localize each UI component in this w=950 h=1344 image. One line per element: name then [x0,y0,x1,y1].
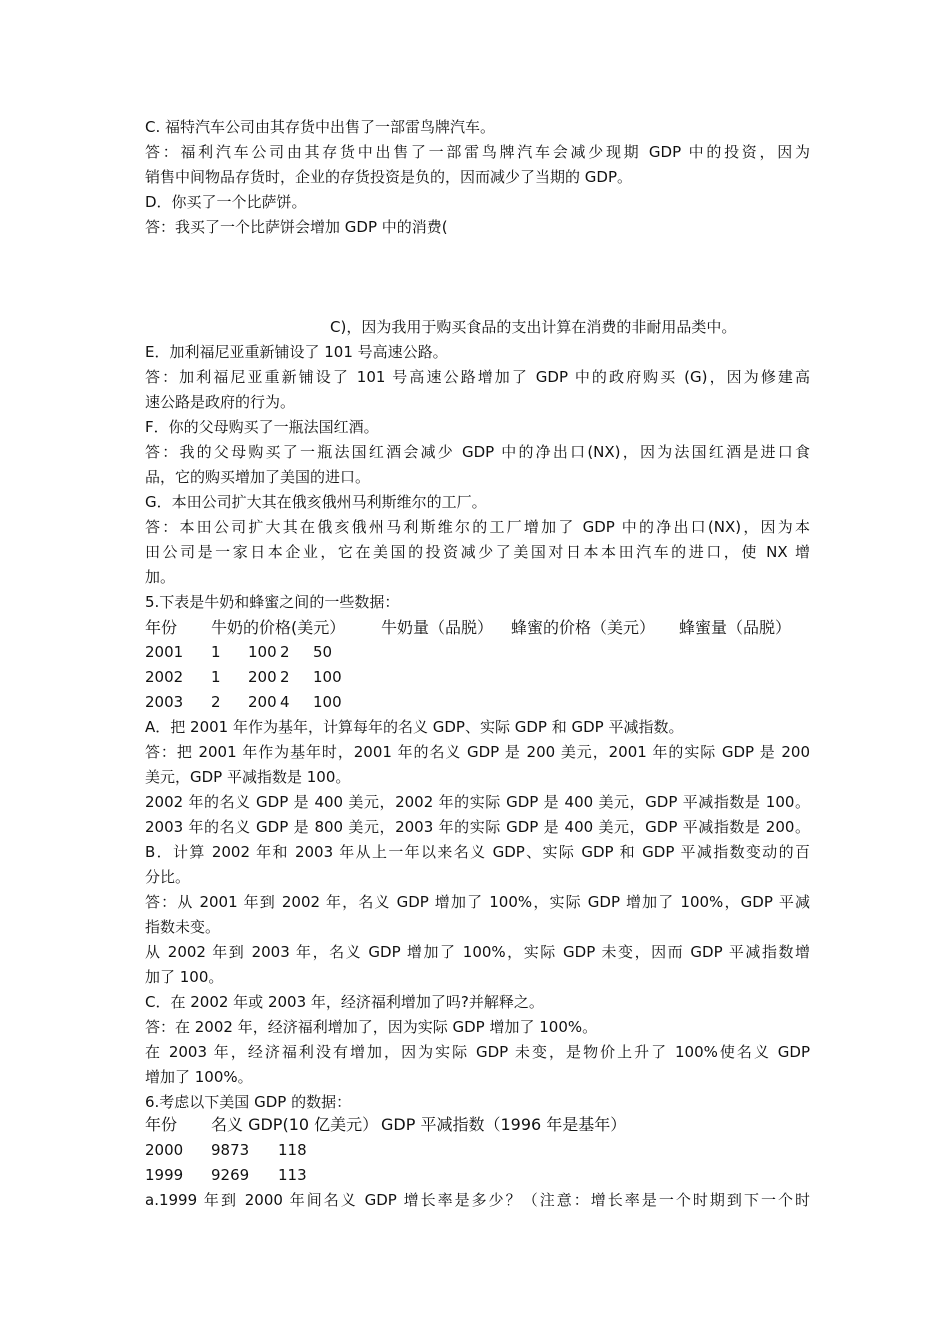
table-cell: 2 [280,668,290,686]
question-6-heading: 6.考虑以下美国 GDP 的数据： [145,1093,352,1111]
answer-5b-line-4: 加了 100。 [145,968,224,986]
answer-5c-line-2: 在 2003 年，经济福利没有增加，因为实际 GDP 未变，是物价上升了 100%使名义 GDP [145,1043,810,1061]
question-5b-line-2: 分比。 [145,868,191,886]
table-cell: 100 [313,693,342,711]
table-cell: 1 [211,668,221,686]
answer-5a-line-3: 2002 年的名义 GDP 是 400 美元，2002 年的实际 GDP 是 400 美元，GDP 平减指数是 100。 [145,793,810,811]
table-cell: 100 [248,643,277,661]
table-cell: 2003 [145,693,184,711]
table-row [145,667,810,687]
milk-honey-table-header [145,617,810,639]
question-d-line: D．你买了一个比萨饼。 [145,193,307,211]
table-cell: 118 [278,1141,307,1159]
table-cell: 200 [248,693,277,711]
question-5c-line: C．在 2002 年或 2003 年，经济福利增加了吗?并解释之。 [145,993,544,1011]
table-cell: 4 [280,693,290,711]
table-cell: 2 [211,693,221,711]
table-row [145,692,810,712]
table-header-cell: 年份 [145,618,178,637]
table-header-cell: 蜂蜜量（品脱） [679,618,792,637]
answer-5a-line-1: 答：把 2001 年作为基年时，2001 年的名义 GDP 是 200 美元，2001 年的实际 GDP 是 200 [145,743,810,761]
table-cell: 113 [278,1166,307,1184]
answer-c-line-2: 销售中间物品存货时，企业的存货投资是负的，因而减少了当期的 GDP。 [145,168,632,186]
answer-f-line-1: 答：我的父母购买了一瓶法国红酒会减少 GDP 中的净出口(NX)，因为法国红酒是进口食 [145,443,810,461]
table-row [145,642,810,662]
table-header-cell: 牛奶的价格(美元） [211,618,346,637]
question-6a-line: a.1999 年到 2000 年间名义 GDP 增长率是多少？（注意：增长率是一个时期到下一个时 [145,1191,810,1209]
question-5b-line-1: B．计算 2002 年和 2003 年从上一年以来名义 GDP、实际 GDP 和 GDP 平减指数变动的百 [145,843,810,861]
table-header-cell: 名义 GDP(10 亿美元） [211,1115,379,1134]
question-c-line: C. 福特汽车公司由其存货中出售了一部雷鸟牌汽车。 [145,118,496,136]
table-cell: 9873 [211,1141,250,1159]
answer-d-line-1: 答：我买了一个比萨饼会增加 GDP 中的消费( [145,218,448,236]
question-f-line: F．你的父母购买了一瓶法国红酒。 [145,418,379,436]
question-5-heading: 5.下表是牛奶和蜂蜜之间的一些数据： [145,593,400,611]
answer-5a-line-2: 美元，GDP 平减指数是 100。 [145,768,351,786]
table-row [145,1165,810,1185]
table-row [145,1140,810,1160]
table-cell: 1999 [145,1166,184,1184]
question-e-line: E．加利福尼亚重新铺设了 101 号高速公路。 [145,343,448,361]
answer-c-line-1: 答：福利汽车公司由其存货中出售了一部雷鸟牌汽车会减少现期 GDP 中的投资，因为 [145,143,810,161]
table-cell: 9269 [211,1166,250,1184]
answer-g-line-2: 田公司是一家日本企业，它在美国的投资减少了美国对日本本田汽车的进口，使 NX 增 [145,543,810,561]
answer-5a-line-4: 2003 年的名义 GDP 是 800 美元，2003 年的实际 GDP 是 400 美元，GDP 平减指数是 200。 [145,818,810,836]
answer-5b-line-2: 指数未变。 [145,918,221,936]
table-cell: 2 [280,643,290,661]
answer-5c-line-3: 增加了 100%。 [145,1068,253,1086]
table-header-cell: 年份 [145,1115,178,1134]
table-header-cell: GDP 平减指数（1996 年是基年） [381,1115,627,1134]
table-cell: 2001 [145,643,184,661]
table-cell: 2000 [145,1141,184,1159]
table-cell: 2002 [145,668,184,686]
table-header-cell: 牛奶量（品脱） [381,618,494,637]
table-header-cell: 蜂蜜的价格（美元） [511,618,656,637]
question-5a-line: A．把 2001 年作为基年，计算每年的名义 GDP、实际 GDP 和 GDP 平减指数。 [145,718,684,736]
answer-e-line-1: 答：加利福尼亚重新铺设了 101 号高速公路增加了 GDP 中的政府购买 (G)，因为修建高 [145,368,810,386]
question-g-line: G．本田公司扩大其在俄亥俄州马利斯维尔的工厂。 [145,493,487,511]
table-cell: 50 [313,643,333,661]
answer-g-line-3: 加。 [145,568,176,586]
answer-5c-line-1: 答：在 2002 年，经济福利增加了，因为实际 GDP 增加了 100%。 [145,1018,598,1036]
answer-5b-line-1: 答：从 2001 年到 2002 年，名义 GDP 增加了 100%，实际 GDP 增加了 100%，GDP 平减 [145,893,810,911]
table-cell: 200 [248,668,277,686]
table-cell: 100 [313,668,342,686]
answer-d-line-2: C)，因为我用于购买食品的支出计算在消费的非耐用品类中。 [330,318,737,336]
answer-e-line-2: 速公路是政府的行为。 [145,393,296,411]
answer-5b-line-3: 从 2002 年到 2003 年，名义 GDP 增加了 100%，实际 GDP 未变，因而 GDP 平减指数增 [145,943,810,961]
answer-g-line-1: 答：本田公司扩大其在俄亥俄州马利斯维尔的工厂增加了 GDP 中的净出口(NX)，因为本 [145,518,810,536]
gdp-table-header [145,1114,810,1136]
table-cell: 1 [211,643,221,661]
answer-f-line-2: 品，它的购买增加了美国的进口。 [145,468,371,486]
